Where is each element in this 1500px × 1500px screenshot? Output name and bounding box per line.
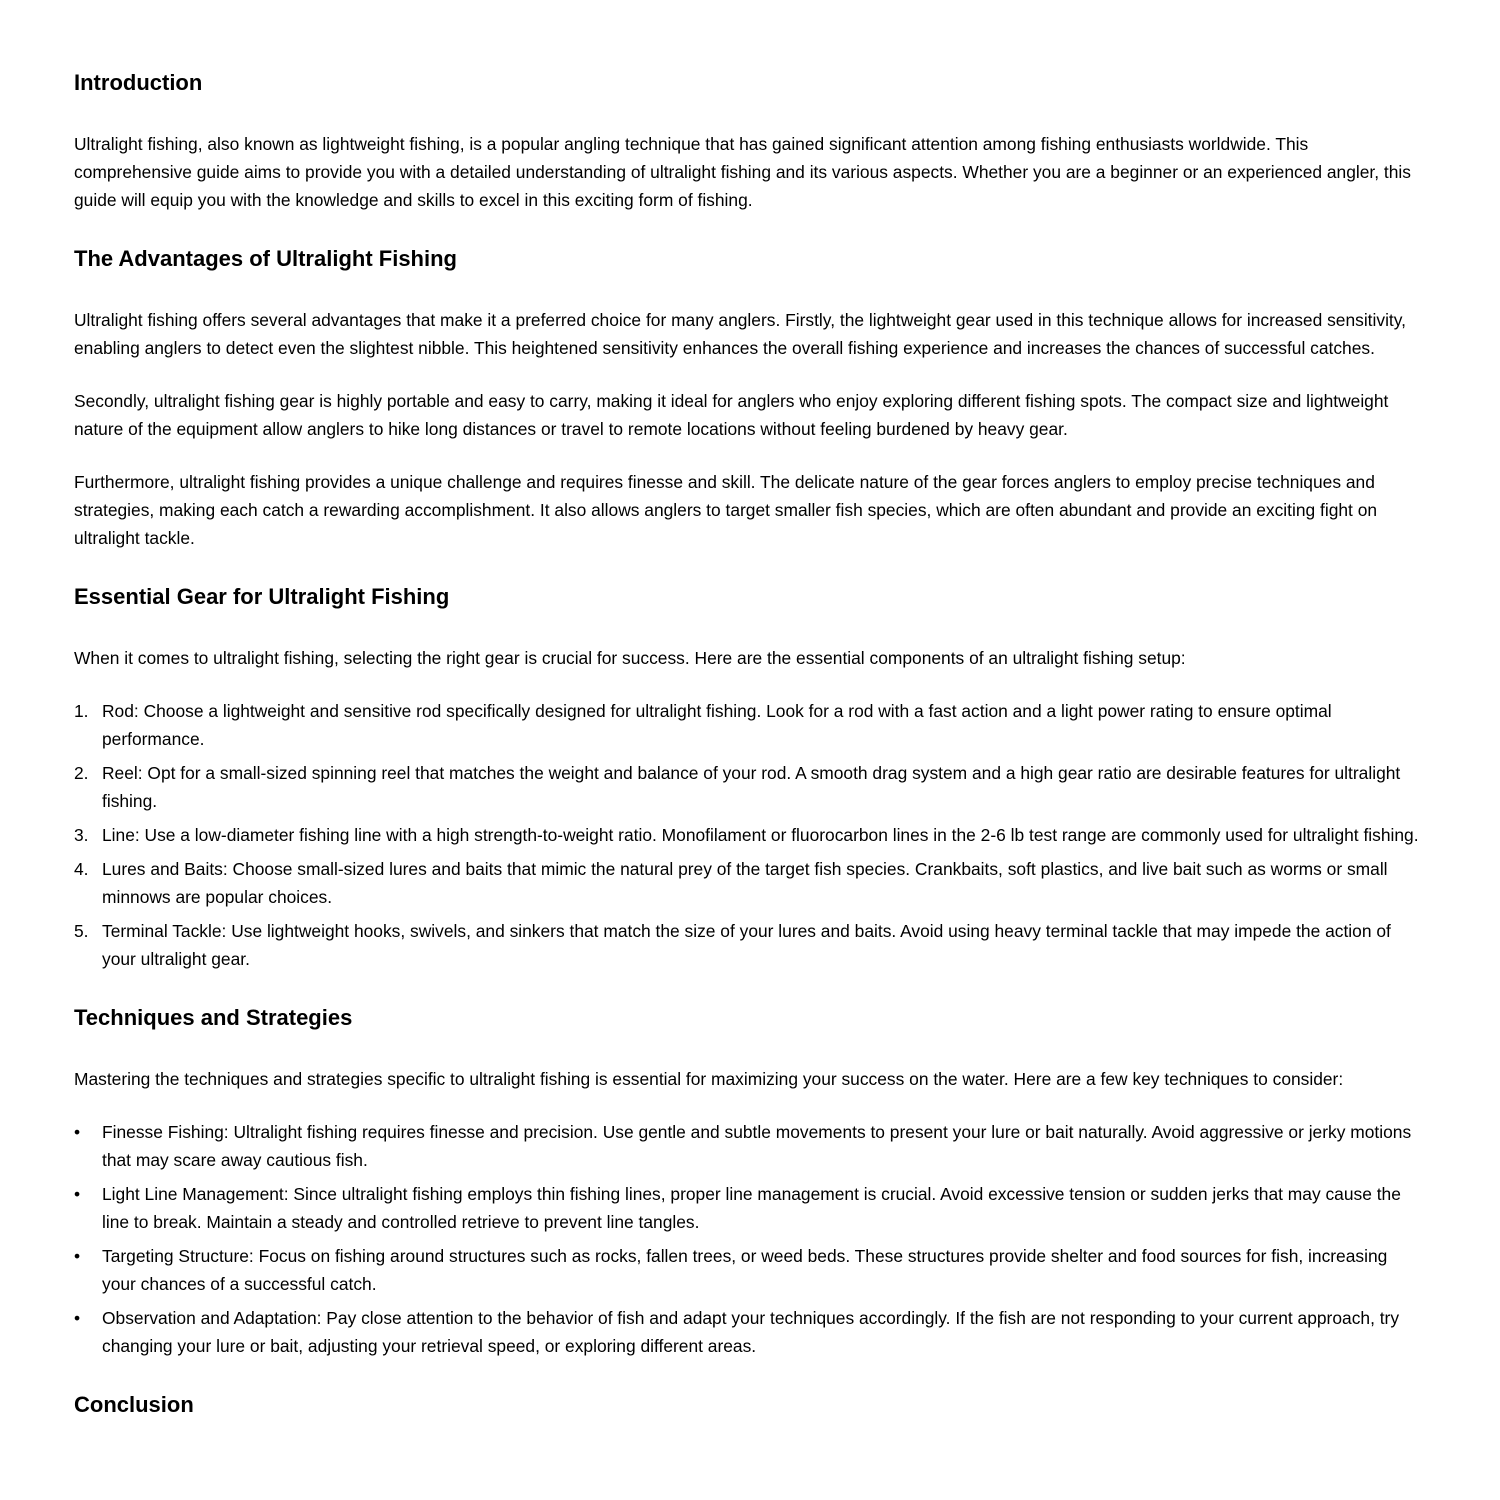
heading-techniques: Techniques and Strategies [74,1005,353,1030]
heading-conclusion: Conclusion [74,1392,194,1417]
list-item [74,821,1424,849]
list-item [74,759,1424,815]
list-marker: 4. [74,859,89,879]
techniques-list [74,1118,1424,1360]
list-item-text: Rod: Choose a lightweight and sensitive rod specifically designed for ultralight fishing. Look for a rod with a fast action and a light power rating to ensure optimal performance. [102,701,1332,749]
list-marker: 2. [74,763,89,783]
list-marker: 1. [74,701,89,721]
list-item-text: Light Line Management: Since ultralight fishing employs thin fishing lines, proper line management is crucial. Avoid excessive tension or sudden jerks that may cause the line to break. Maintain a steady and controlled retrieve to prevent line tangles. [102,1184,1401,1232]
heading-essential-gear: Essential Gear for Ultralight Fishing [74,584,450,609]
list-item-text: Finesse Fishing: Ultralight fishing requires finesse and precision. Use gentle and subtle movements to present your lure or bait naturally. Avoid aggressive or jerky motions that may scare away cautious fish. [102,1122,1412,1170]
list-marker: 3. [74,825,89,845]
bullet-marker: • [74,1184,81,1204]
list-item [74,1118,1424,1174]
list-item [74,1304,1424,1360]
list-item-text: Reel: Opt for a small-sized spinning reel that matches the weight and balance of your rod. A smooth drag system and a high gear ratio are desirable features for ultralight fishing. [102,763,1401,811]
list-item-text: Targeting Structure: Focus on fishing around structures such as rocks, fallen trees, or weed beds. These structures provide shelter and food sources for fish, increasing your chances of a successful catch. [102,1246,1388,1294]
techniques-intro: Mastering the techniques and strategies specific to ultralight fishing is essential for maximizing your success on the water. Here are a few key techniques to consider: [74,1069,1344,1089]
document-body [74,69,1424,1452]
advantages-paragraph-2: Secondly, ultralight fishing gear is highly portable and easy to carry, making it ideal for anglers who enjoy exploring different fishing spots. The compact size and lightweight nature of the equipment allow anglers to hike long distances or travel to remote locations without feeling burdened by heavy gear. [74,391,1389,439]
bullet-marker: • [74,1122,81,1142]
list-item-text: Line: Use a low-diameter fishing line with a high strength-to-weight ratio. Monofilament or fluorocarbon lines in the 2-6 lb test range are commonly used for ultralight fishing. [102,825,1419,845]
bullet-marker: • [74,1308,81,1328]
bullet-marker: • [74,1246,81,1266]
list-item [74,697,1424,753]
advantages-paragraph-1: Ultralight fishing offers several advantages that make it a preferred choice for many anglers. Firstly, the lightweight gear used in this technique allows for increased sensitivity, enabling anglers to detect even the slightest nibble. This heightened sensitivity enhances the overall fishing experience and increases the chances of successful catches. [74,310,1407,358]
list-item [74,855,1424,911]
list-item [74,1180,1424,1236]
list-item-text: Lures and Baits: Choose small-sized lures and baits that mimic the natural prey of the target fish species. Crankbaits, soft plastics, and live bait such as worms or small minnows are popular choices. [102,859,1388,907]
list-marker: 5. [74,921,89,941]
list-item [74,917,1424,973]
heading-introduction: Introduction [74,70,203,95]
gear-list [74,697,1424,973]
list-item-text: Terminal Tackle: Use lightweight hooks, swivels, and sinkers that match the size of your lures and baits. Avoid using heavy terminal tackle that may impede the action of your ultralight gear. [102,921,1391,969]
advantages-paragraph-3: Furthermore, ultralight fishing provides a unique challenge and requires finesse and skill. The delicate nature of the gear forces anglers to employ precise techniques and strategies, making each catch a rewarding accomplishment. It also allows anglers to target smaller fish species, which are often abundant and provide an exciting fight on ultralight tackle. [74,472,1378,548]
heading-advantages: The Advantages of Ultralight Fishing [74,246,457,271]
list-item [74,1242,1424,1298]
intro-paragraph: Ultralight fishing, also known as lightweight fishing, is a popular angling technique that has gained significant attention among fishing enthusiasts worldwide. This comprehensive guide aims to provide you with a detailed understanding of ultralight fishing and its various aspects. Whether you are a beginner or an experienced angler, this guide will equip you with the knowledge and skills to excel in this exciting form of fishing. [74,134,1411,210]
list-item-text: Observation and Adaptation: Pay close attention to the behavior of fish and adapt your techniques accordingly. If the fish are not responding to your current approach, try changing your lure or bait, adjusting your retrieval speed, or exploring different areas. [102,1308,1400,1356]
gear-intro: When it comes to ultralight fishing, selecting the right gear is crucial for success. Here are the essential components of an ultralight fishing setup: [74,648,1186,668]
